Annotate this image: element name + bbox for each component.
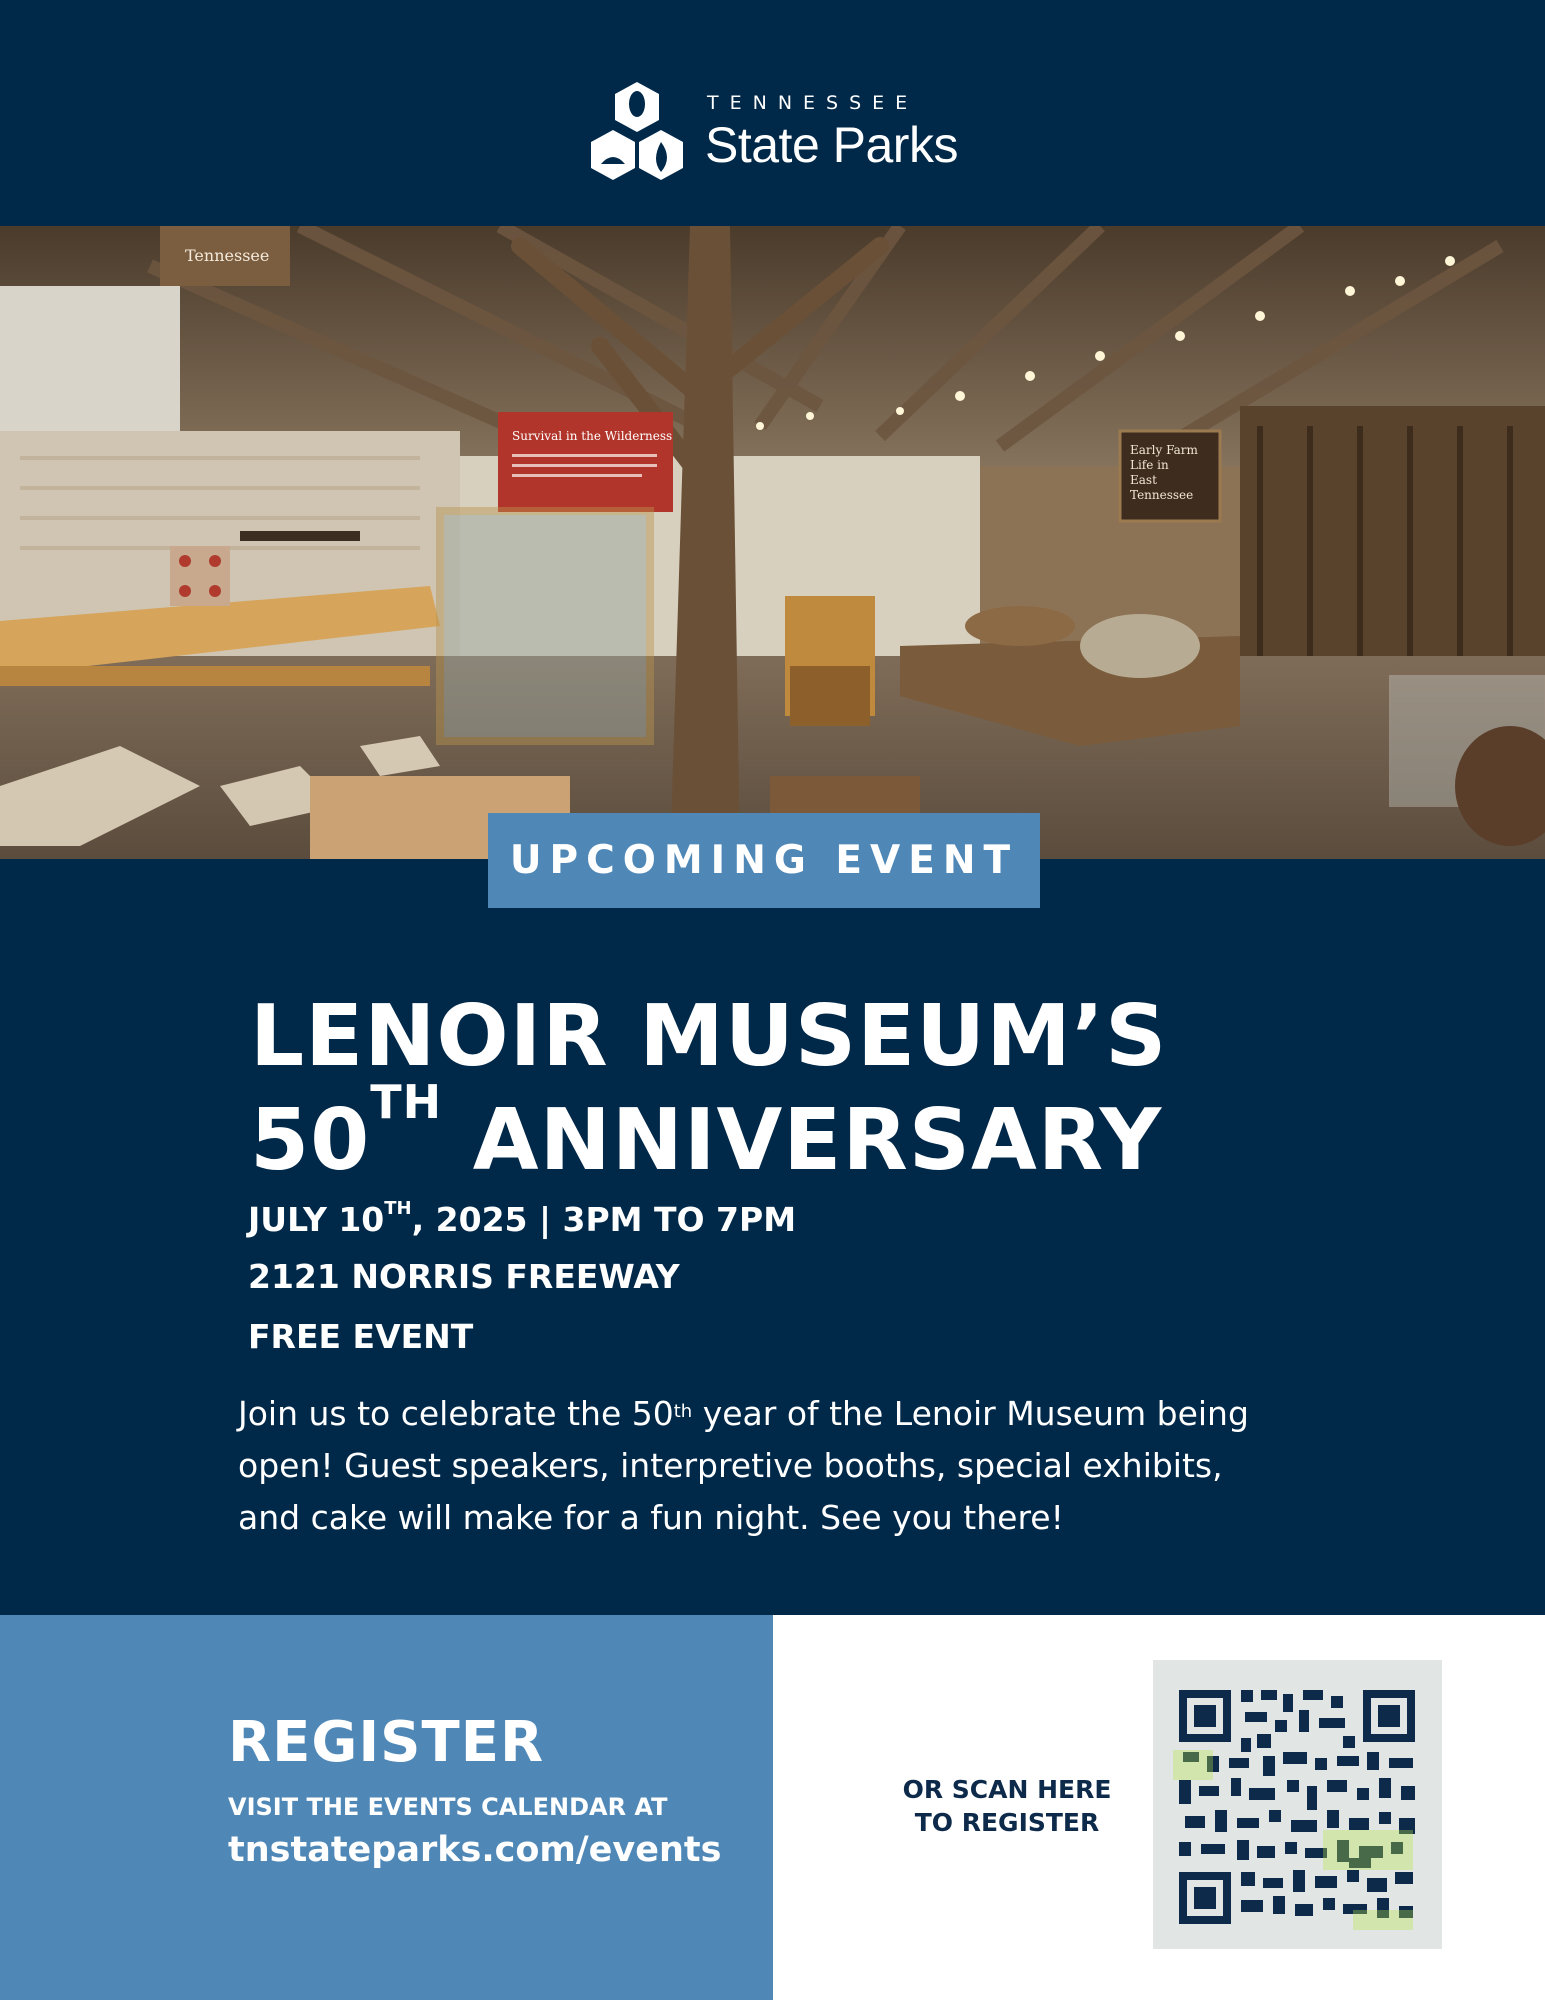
scan-line-1: OR SCAN HERE: [902, 1775, 1112, 1804]
date-month: JULY 10: [248, 1200, 385, 1239]
qr-code-icon[interactable]: [1153, 1660, 1442, 1949]
museum-interior-photo: [0, 226, 1545, 859]
logo-brand-text: State Parks: [705, 117, 958, 173]
scan-instructions: [880, 1773, 1134, 1839]
description-line-2: open! Guest speakers, interpretive booths, special exhibits,: [238, 1446, 1223, 1485]
photo-sign-top: Tennessee: [185, 246, 270, 265]
date-ordinal: TH: [384, 1198, 412, 1219]
event-description: [238, 1388, 1318, 1544]
logo-state-text: TENNESSEE: [707, 92, 919, 114]
tennessee-state-parks-logo: [585, 80, 995, 182]
photo-sign-survival: Survival in the Wilderness: [512, 429, 673, 443]
photo-sign-farm-4: Tennessee: [1130, 488, 1194, 502]
event-address: 2121 NORRIS FREEWAY: [248, 1257, 680, 1296]
upcoming-event-label: UPCOMING EVENT: [509, 838, 1019, 883]
register-subheading: VISIT THE EVENTS CALENDAR AT: [228, 1793, 668, 1821]
state-parks-emblem-icon: [585, 80, 689, 182]
title-anniversary: ANNIVERSARY: [442, 1091, 1163, 1190]
photo-sign-farm-2: Life in: [1130, 458, 1169, 472]
events-url-link[interactable]: tnstateparks.com/events: [228, 1830, 722, 1870]
event-title: [250, 985, 1167, 1193]
event-date-time: [248, 1200, 796, 1239]
description-line-1: [238, 1388, 1318, 1440]
header: [0, 0, 1545, 226]
photo-sign-farm-1: Early Farm: [1130, 443, 1198, 457]
scan-line-2: TO REGISTER: [914, 1808, 1100, 1837]
title-number: 50: [250, 1091, 371, 1190]
photo-sign-farm-3: East: [1130, 473, 1157, 487]
event-cost: FREE EVENT: [248, 1317, 474, 1356]
event-title-line-2: [250, 1075, 1167, 1193]
date-rest: , 2025 | 3PM TO 7PM: [411, 1200, 797, 1239]
title-ordinal: TH: [370, 1075, 443, 1129]
description-line-1b: year of the Lenoir Museum being: [692, 1394, 1249, 1433]
upcoming-event-badge: [488, 813, 1040, 908]
description-line-1a: Join us to celebrate the 50: [238, 1394, 674, 1433]
description-ordinal: th: [673, 1401, 693, 1422]
event-title-line-1: LENOIR MUSEUM’S: [250, 987, 1168, 1086]
description-line-3: and cake will make for a fun night. See you there!: [238, 1498, 1064, 1537]
register-heading: REGISTER: [228, 1710, 545, 1775]
